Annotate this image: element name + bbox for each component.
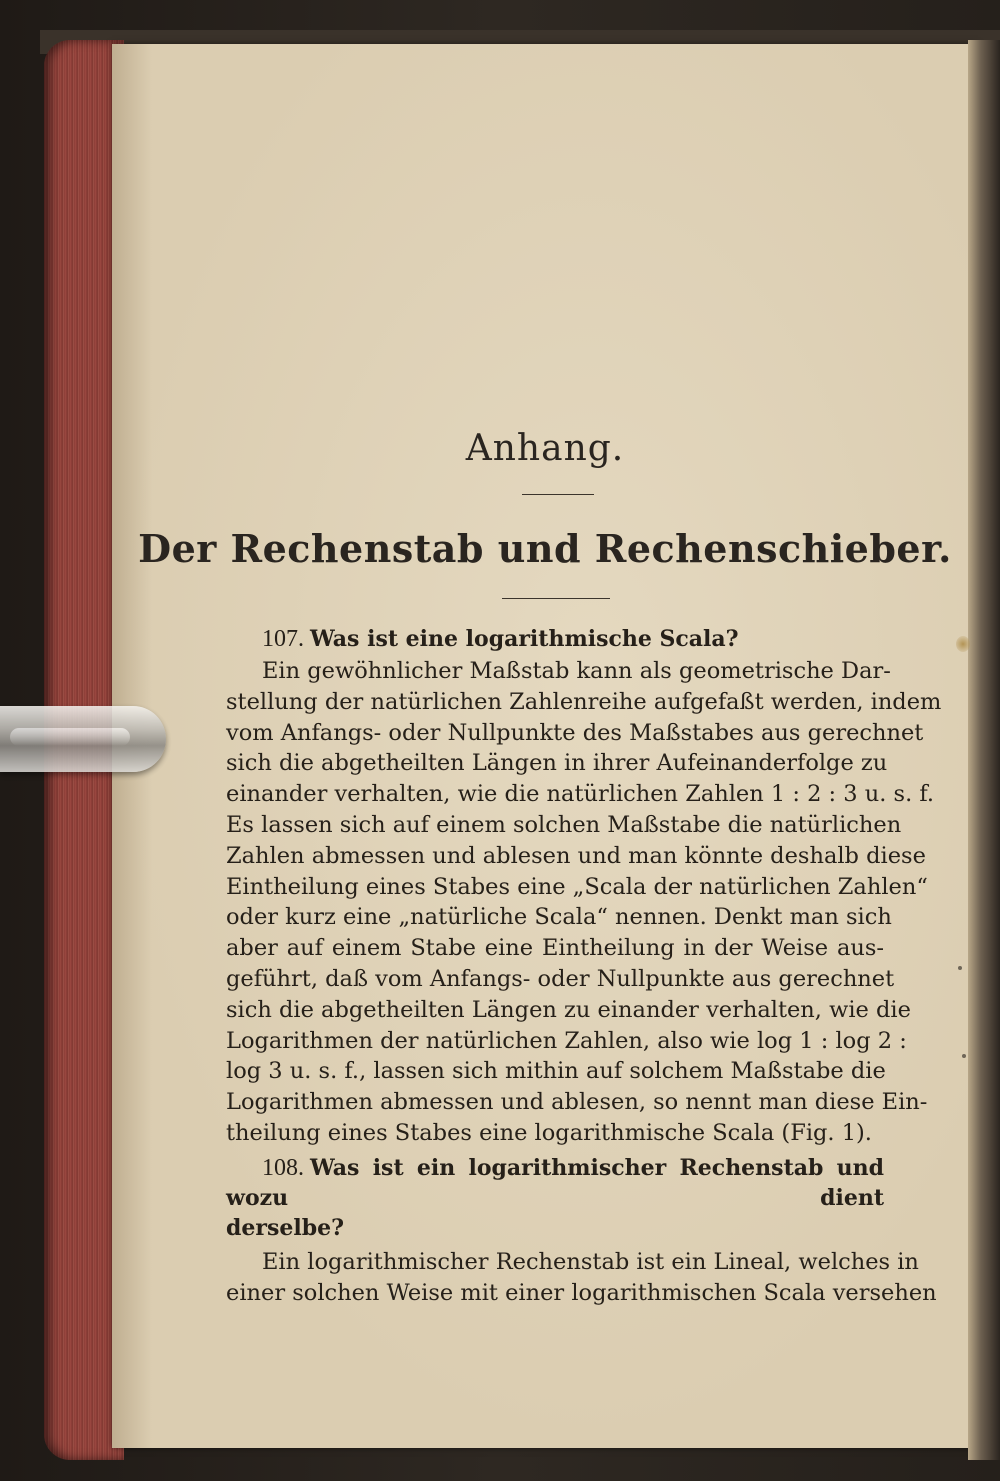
question-107 (226, 622, 884, 656)
question-text-cont: derselbe? (226, 1214, 344, 1241)
text-line: aber auf einem Stabe eine Eintheilung in der Weise aus- (226, 935, 884, 962)
answer-107 (226, 656, 942, 1149)
question-number: 108. (262, 1154, 304, 1181)
text-line: Es lassen sich auf einem solchen Maßstabe die natürlichen (226, 811, 902, 838)
text-line: oder kurz eine „natürliche Scala“ nennen. Denkt man sich (226, 904, 892, 931)
text-line: Logarithmen abmessen und ablesen, so nennt man diese Ein- (226, 1089, 928, 1116)
text-line: log 3 u. s. f., lassen sich mithin auf solchem Maßstabe die (226, 1058, 886, 1085)
paper-stain (956, 636, 970, 652)
text-line: geführt, daß vom Anfangs- oder Nullpunkte aus gerechnet (226, 965, 895, 992)
question-text: Was ist eine logarithmische Scala? (310, 626, 739, 652)
page-gutter (968, 40, 1000, 1460)
text-line: Logarithmen der natürlichen Zahlen, also wie log 1 : log 2 : (226, 1027, 907, 1054)
text-line: sich die abgetheilten Längen in ihrer Aufeinanderfolge zu (226, 750, 888, 777)
text-line: einer solchen Weise mit einer logarithmischen Scala versehen (226, 1279, 937, 1306)
text-line: Zahlen abmessen und ablesen und man könnte deshalb diese (226, 842, 926, 869)
divider-rule (502, 598, 610, 599)
text-line: Ein gewöhnlicher Maßstab kann als geometrische Dar- (262, 658, 891, 684)
question-text: Was ist ein logarithmischer Rechenstab und wozu dient (226, 1154, 884, 1211)
section-title: Anhang. (465, 428, 625, 469)
page-clip (0, 706, 166, 772)
text-line: Eintheilung eines Stabes eine „Scala der natürlichen Zahlen“ (226, 873, 928, 900)
text-line: vom Anfangs- oder Nullpunkte des Maßstabes aus gerechnet (226, 719, 924, 746)
text-line: theilung eines Stabes eine logarithmische Scala (Fig. 1). (226, 1119, 872, 1146)
answer-108 (226, 1247, 937, 1309)
question-number: 107. (262, 626, 304, 652)
margin-mark (958, 966, 962, 970)
text-line: einander verhalten, wie die natürlichen Zahlen 1 : 2 : 3 u. s. f. (226, 781, 935, 808)
question-108 (226, 1153, 884, 1243)
text-line: sich die abgetheilten Längen zu einander verhalten, wie die (226, 996, 911, 1023)
text-line: stellung der natürlichen Zahlenreihe aufgefaßt werden, indem (226, 688, 942, 715)
page-body (226, 622, 942, 1312)
chapter-title: Der Rechenstab und Rechenschieber. (138, 526, 952, 571)
text-line: Ein logarithmischer Rechenstab ist ein Lineal, welches in (262, 1248, 919, 1275)
divider-rule (522, 494, 594, 495)
margin-mark (962, 1054, 966, 1058)
